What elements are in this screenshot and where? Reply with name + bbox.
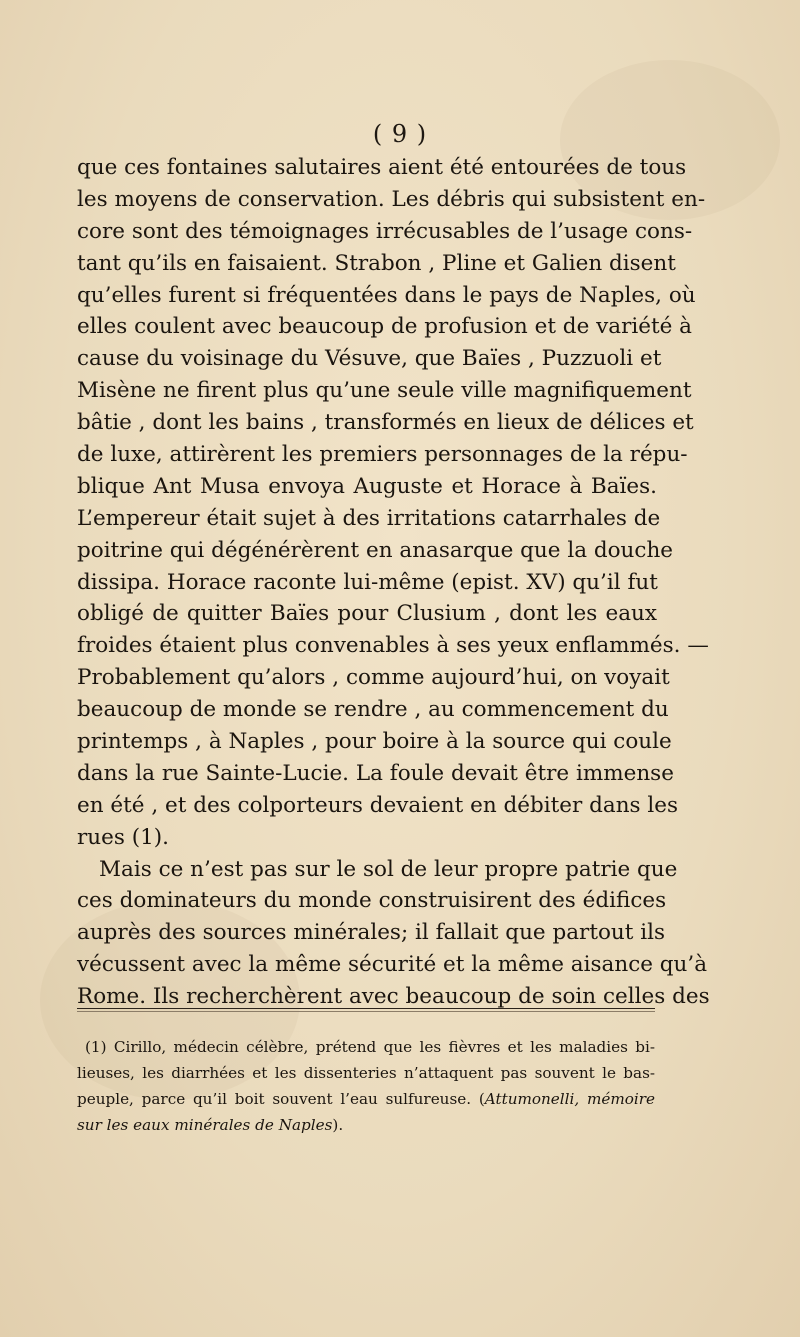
footnote-citation: Attumonelli, mémoire — [484, 1090, 655, 1108]
text-line: en été , et des colporteurs devaient en débiter dans les — [77, 792, 679, 818]
text-line: les moyens de conservation. Les débris qui subsistent en- — [77, 186, 706, 212]
footnote-line — [77, 1086, 655, 1112]
footnote-line: (1) Cirillo, médecin célèbre, prétend que les fièvres et les maladies bi- — [85, 1038, 655, 1056]
text-line: core sont des témoignages irrécusables de l’usage cons- — [77, 218, 693, 244]
footnote-text: ). — [332, 1116, 344, 1134]
text-line: bâtie , dont les bains , transformés en lieux de délices et — [77, 410, 694, 436]
text-line: froides étaient plus convenables à ses yeux enflammés. — — [77, 633, 709, 659]
text-line: Misène ne firent plus qu’une seule ville magnifiquement — [77, 378, 692, 404]
text-line: rues (1). — [77, 824, 170, 850]
footnote-line — [77, 1112, 655, 1138]
text-line: blique Ant Musa envoya Auguste et Horace à Baïes. — [77, 473, 657, 499]
text-line: L’empereur était sujet à des irritations catarrhales de — [77, 505, 661, 531]
footnote-divider — [77, 1008, 655, 1009]
text-line: tant qu’ils en faisaient. Strabon , Pline et Galien disent — [77, 250, 676, 276]
text-line: Probablement qu’alors , comme aujourd’hui, on voyait — [77, 665, 670, 691]
footnote-line: lieuses, les diarrhées et les dissenteries n’attaquent pas souvent le bas- — [77, 1064, 655, 1082]
text-line: poitrine qui dégénérèrent en anasarque que la douche — [77, 537, 674, 563]
text-line: cause du voisinage du Vésuve, que Baïes , Puzzuoli et — [77, 346, 662, 372]
text-line: auprès des sources minérales; il fallait que partout ils — [77, 920, 666, 946]
text-line: de luxe, attirèrent les premiers personnages de la répu- — [77, 442, 688, 468]
page-number: ( 9 ) — [372, 120, 428, 148]
text-line: Rome. Ils recherchèrent avec beaucoup de soin celles des — [77, 984, 710, 1010]
main-text — [77, 152, 710, 1013]
text-line: que ces fontaines salutaires aient été entourées de tous — [77, 155, 687, 180]
footnotes — [77, 1034, 655, 1138]
text-line: dans la rue Sainte-Lucie. La foule devait être immense — [77, 760, 674, 786]
text-line: ces dominateurs du monde construisirent des édifices — [77, 888, 667, 914]
text-line: Mais ce n’est pas sur le sol de leur propre patrie que — [99, 856, 678, 882]
text-line: obligé de quitter Baïes pour Clusium , dont les eaux — [77, 601, 657, 627]
footnote-citation: sur les eaux minérales de Naples — [77, 1116, 333, 1134]
footnote-text: peuple, parce qu’il boit souvent l’eau sulfureuse. ( — [77, 1090, 485, 1108]
text-line: printemps , à Naples , pour boire à la source qui coule — [77, 729, 672, 755]
text-line: beaucoup de monde se rendre , au commencement du — [77, 697, 669, 723]
text-line: elles coulent avec beaucoup de profusion et de variété à — [77, 314, 692, 340]
text-line: vécussent avec la même sécurité et la même aisance qu’à — [77, 952, 708, 978]
text-line: qu’elles furent si fréquentées dans le pays de Naples, où — [77, 282, 696, 308]
text-line: dissipa. Horace raconte lui-même (epist. XV) qu’il fut — [77, 569, 658, 595]
